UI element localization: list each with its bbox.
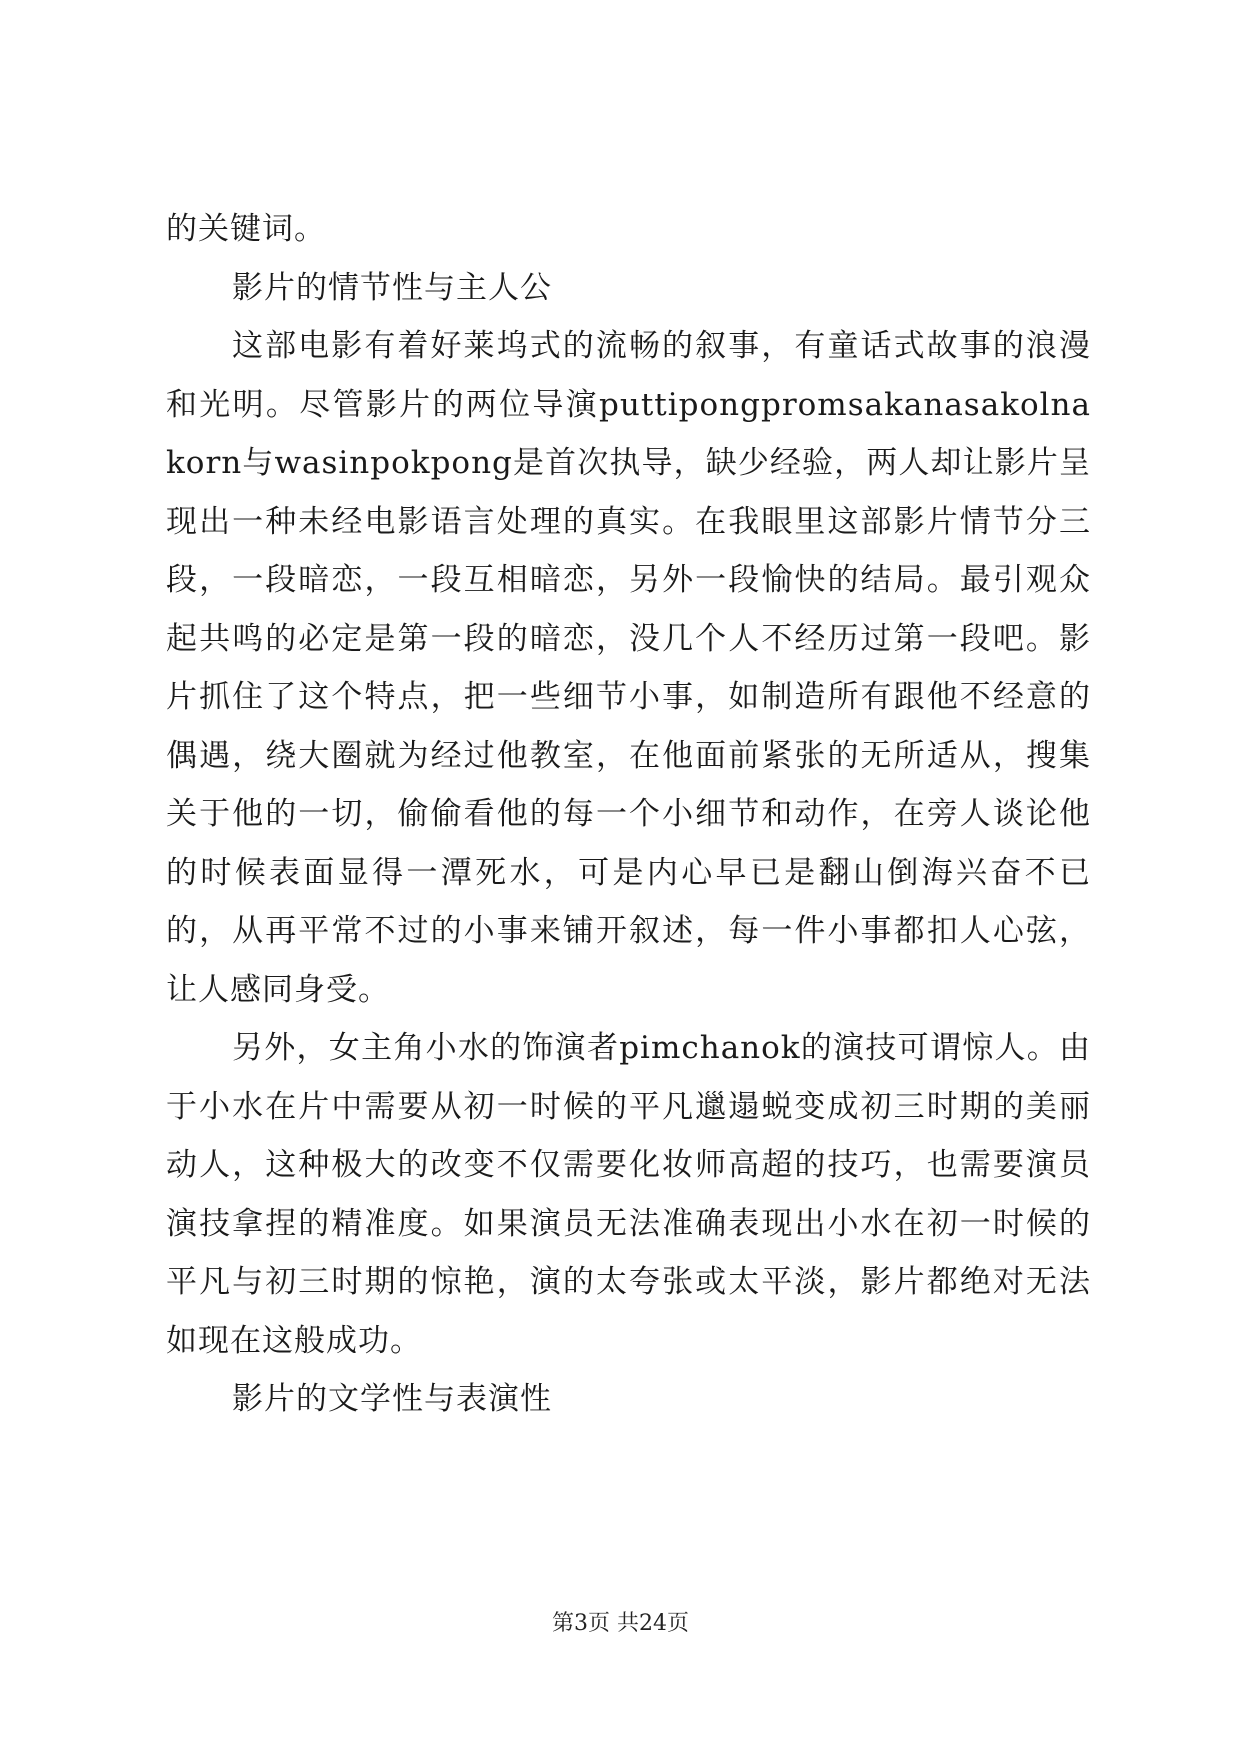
page-footer: 第3页 共24页: [552, 1611, 689, 1636]
section-heading-literary: 影片的文学性与表演性: [232, 1381, 552, 1417]
document-body: [166, 200, 1091, 1429]
paragraph-continuation: 的关键词。: [166, 211, 326, 247]
paragraph-plot: 这部电影有着好莱坞式的流畅的叙事，有童话式故事的浪漫和光明。尽管影片的两位导演puttipongpromsakanasakolnakorn与wasinpokpong是首次执导，缺少经验，两人却让影片呈现出一种未经电影语言处理的真实。在我眼里这部影片情节分三段，一段暗恋，一段互相暗恋，另外一段愉快的结局。最引观众起共鸣的必定是第一段的暗恋，没几个人不经历过第一段吧。影片抓住了这个特点，把一些细节小事，如制造所有跟他不经意的偶遇，绕大圈就为经过他教室，在他面前紧张的无所适从，搜集关于他的一切，偷偷看他的每一个小细节和动作，在旁人谈论他的时候表面显得一潭死水，可是内心早已是翻山倒海兴奋不已的，从再平常不过的小事来铺开叙述，每一件小事都扣人心弦，让人感同身受。: [166, 328, 1091, 1008]
section-heading-plot: 影片的情节性与主人公: [232, 269, 552, 306]
paragraph-acting: 另外，女主角小水的饰演者pimchanok的演技可谓惊人。由于小水在片中需要从初一时候的平凡邋遢蜕变成初三时期的美丽动人，这种极大的改变不仅需要化妆师高超的技巧，也需要演员演技拿捏的精准度。如果演员无法准确表现出小水在初一时候的平凡与初三时期的惊艳，演的太夸张或太平淡，影片都绝对无法如现在这般成功。: [166, 1030, 1091, 1359]
